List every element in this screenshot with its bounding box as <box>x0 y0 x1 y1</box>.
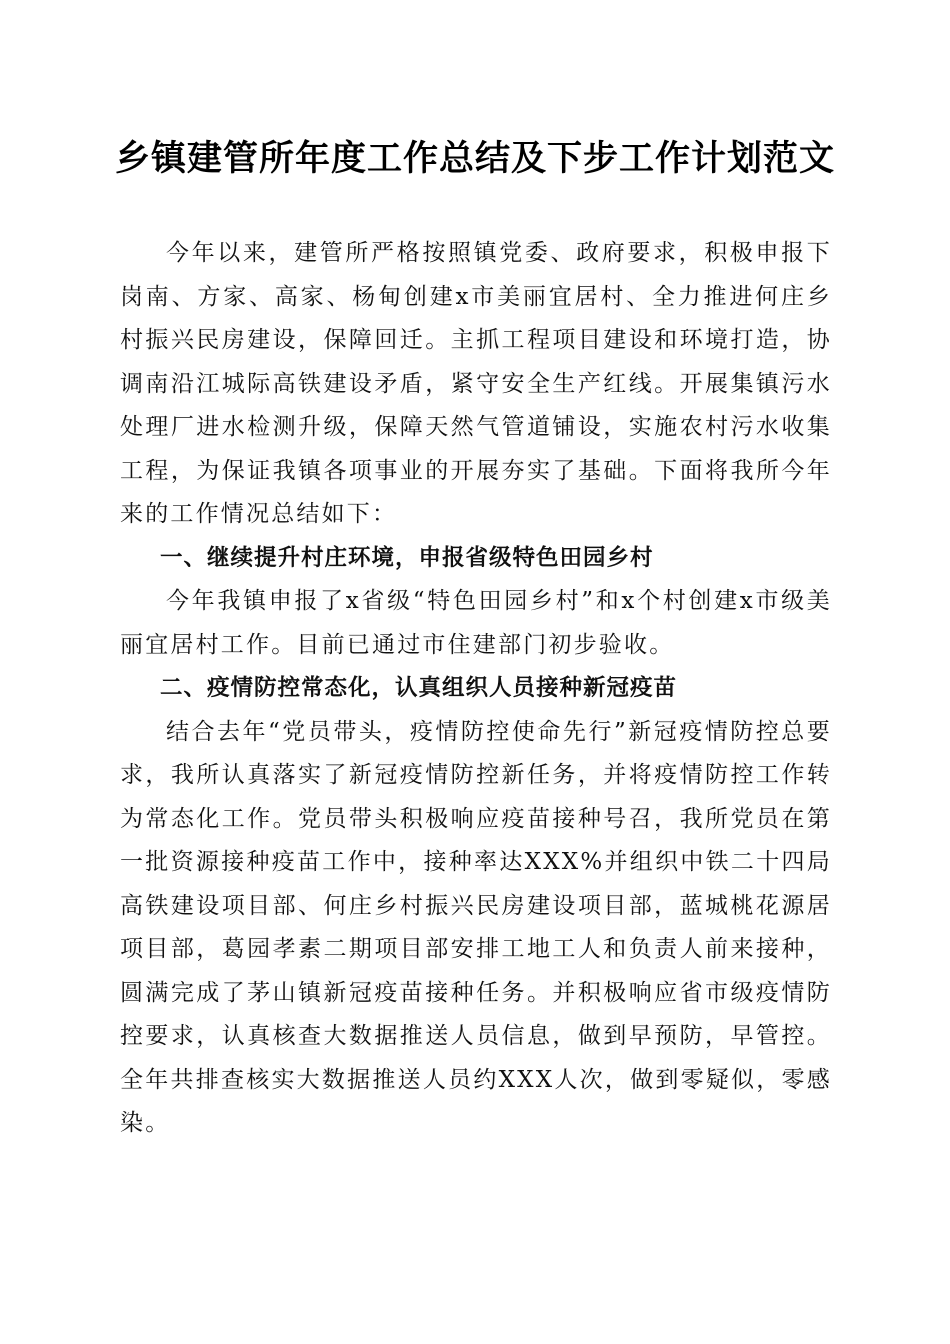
section-paragraph-1: 今年我镇申报了x省级“特色田园乡村”和x个村创建x市级美丽宜居村工作。目前已通过市住建部门初步验收。 <box>120 588 832 658</box>
section-paragraph-2: 结合去年“党员带头，疫情防控使命先行”新冠疫情防控总要求，我所认真落实了新冠疫情防控新任务，并将疫情防控工作转为常态化工作。党员带头积极响应疫苗接种号召，我所党员在第一批资源接种疫苗工作中，接种率达XXX%并组织中铁二十四局高铁建设项目部、何庄乡村振兴民房建设项目部，蓝城桃花源居项目部，葛园孝素二期项目部安排工地工人和负责人前来接种，圆满完成了茅山镇新冠疫苗接种任务。并积极响应省市级疫情防控要求，认真核查大数据推送人员信息，做到早预防，早管控。全年共排查核实大数据推送人员约XXX人次，做到零疑似，零感染。 <box>120 718 832 1136</box>
section-heading-1: 一、继续提升村庄环境，申报省级特色田园乡村 <box>160 544 654 571</box>
document-title: 乡镇建管所年度工作总结及下步工作计划范文 <box>114 138 835 179</box>
intro-paragraph: 今年以来，建管所严格按照镇党委、政府要求，积极申报下岗南、方家、高家、杨甸创建x市美丽宜居村、全力推进何庄乡村振兴民房建设，保障回迁。主抓工程项目建设和环境打造，协调南沿江城际高铁建设矛盾，紧守安全生产红线。开展集镇污水处理厂进水检测升级，保障天然气管道铺设，实施农村污水收集工程，为保证我镇各项事业的开展夯实了基础。下面将我所今年来的工作情况总结如下： <box>120 240 832 527</box>
section-heading-2: 二、疫情防控常态化，认真组织人员接种新冠疫苗 <box>160 675 678 701</box>
document-body <box>120 232 832 1146</box>
